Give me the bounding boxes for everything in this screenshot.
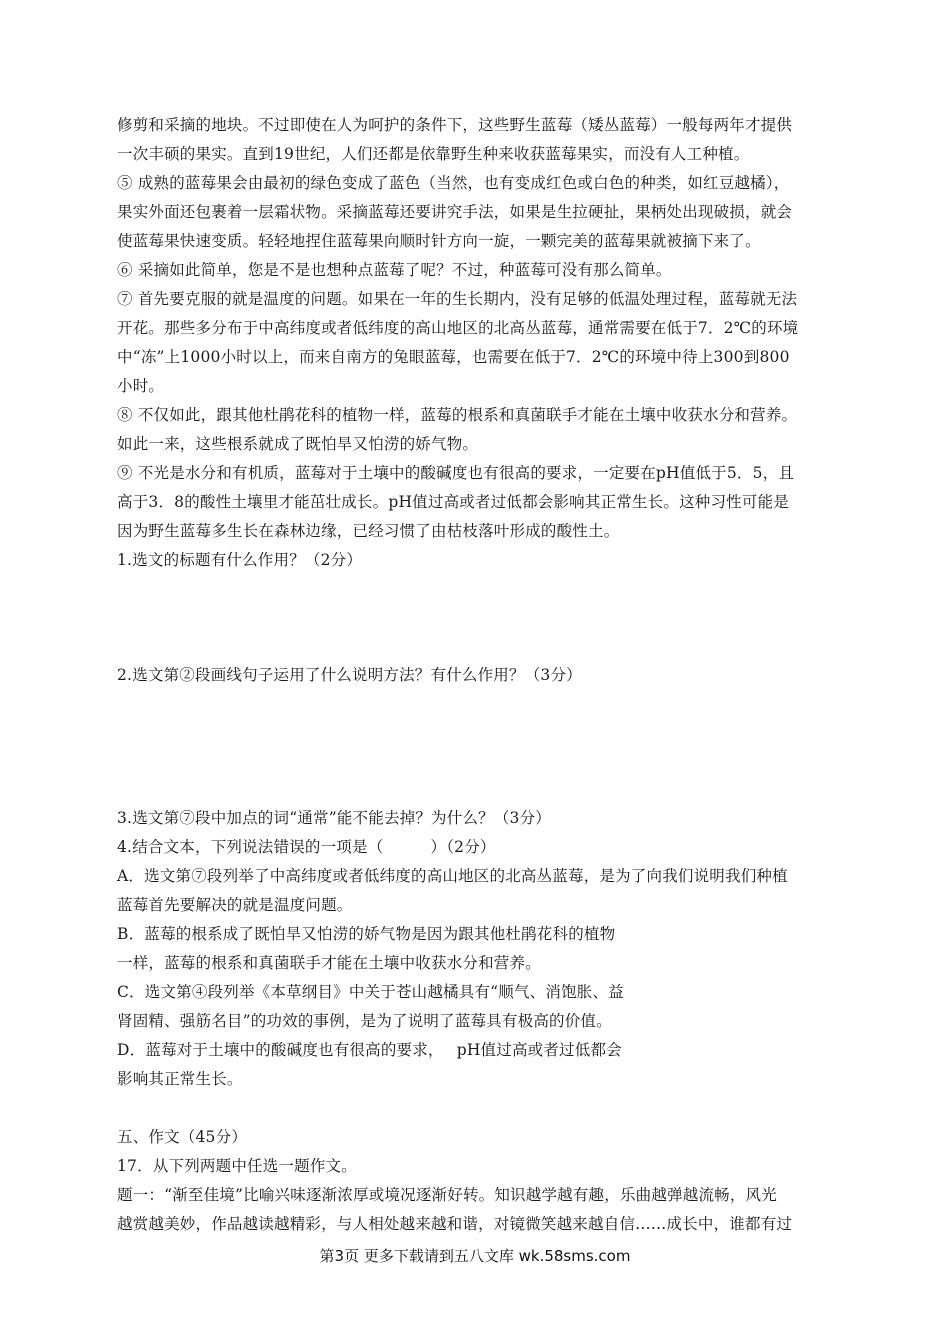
paragraph-6: ⑥ 采摘如此简单，您是不是也想种点蓝莓了呢？不过，种蓝莓可没有那么简单。 bbox=[117, 261, 672, 279]
question-1: 1.选文的标题有什么作用？（2分） bbox=[117, 551, 363, 569]
passage-line: 如此一来，这些根系就成了既怕旱又怕涝的娇气物。 bbox=[117, 435, 479, 453]
option-d-cont: 影响其正常生长。 bbox=[117, 1070, 243, 1088]
question-4: 4.结合文本，下列说法错误的一项是（ ）（2分） bbox=[117, 838, 496, 856]
option-b: B．蓝莓的根系成了既怕旱又怕涝的娇气物是因为跟其他杜鹃花科的植物 bbox=[117, 925, 616, 943]
section-title: 五、作文（45分） bbox=[117, 1128, 248, 1146]
paragraph-5: ⑤ 成熟的蓝莓果会由最初的绿色变成了蓝色（当然，也有变成红色或白色的种类，如红豆越橘）， bbox=[117, 174, 790, 192]
paragraph-9: ⑨ 不光是水分和有机质，蓝莓对于土壤中的酸碱度也有很高的要求，一定要在pH值低于5．5，且 bbox=[117, 464, 795, 482]
paragraph-7: ⑦ 首先要克服的就是温度的问题。如果在一年的生长期内，没有足够的低温处理过程，蓝莓就无法 bbox=[117, 290, 798, 308]
question-3: 3.选文第⑦段中加点的词“通常”能不能去掉？为什么？（3分） bbox=[117, 809, 552, 827]
passage-line: 一次丰硕的果实。直到19世纪，人们还都是依靠野生种来收获蓝莓果实，而没有人工种植。 bbox=[117, 145, 750, 163]
passage-line: 果实外面还包裹着一层霜状物。采摘蓝莓还要讲究手法，如果是生拉硬扯，果柄处出现破损，就会 bbox=[117, 203, 793, 221]
passage-line: 使蓝莓果快速变质。轻轻地捏住蓝莓果向顺时针方向一旋，一颗完美的蓝莓果就被摘下来了。 bbox=[117, 232, 761, 250]
passage-line: 因为野生蓝莓多生长在森林边缘，已经习惯了由枯枝落叶形成的酸性土。 bbox=[117, 522, 620, 540]
question-2: 2.选文第②段画线句子运用了什么说明方法？有什么作用？（3分） bbox=[117, 666, 582, 684]
option-c: C．选文第④段列举《本草纲目》中关于苍山越橘具有“顺气、消饱胀、益 bbox=[117, 983, 624, 1001]
paragraph-8: ⑧ 不仅如此，跟其他杜鹃花科的植物一样，蓝莓的根系和真菌联手才能在土壤中收获水分和营养。 bbox=[117, 406, 798, 424]
option-d: D．蓝莓对于土壤中的酸碱度也有很高的要求， pH值过高或者过低都会 bbox=[117, 1041, 622, 1059]
option-b-cont: 一样，蓝莓的根系和真菌联手才能在土壤中收获水分和营养。 bbox=[117, 954, 541, 972]
passage-line: 开花。那些多分布于中高纬度或者低纬度的高山地区的北高丛蓝莓，通常需要在低于7．2℃的环境 bbox=[117, 319, 799, 337]
passage-line: 高于3．8的酸性土壤里才能茁壮成长。pH值过高或者过低都会影响其正常生长。这种习性可能是 bbox=[117, 493, 789, 511]
page-footer: 第3页 更多下载请到五八文库 wk.58sms.com bbox=[319, 1247, 631, 1265]
passage-line: 小时。 bbox=[117, 377, 165, 395]
passage-line: 修剪和采摘的地块。不过即使在人为呵护的条件下，这些野生蓝莓（矮丛蓝莓）一般每两年才提供 bbox=[117, 116, 793, 134]
topic-1-cont: 越赏越美妙，作品越读越精彩，与人相处越来越和谐，对镜微笑越来越自信……成长中，谁都有过 bbox=[117, 1215, 793, 1233]
option-c-cont: 肾固精、强筋名目”的功效的事例，是为了说明了蓝莓具有极高的价值。 bbox=[117, 1012, 612, 1030]
topic-1: 题一：“渐至佳境”比喻兴味逐渐浓厚或境况逐渐好转。知识越学越有趣，乐曲越弹越流畅，风光 bbox=[117, 1186, 777, 1204]
option-a: A．选文第⑦段列举了中高纬度或者低纬度的高山地区的北高丛蓝莓，是为了向我们说明我们种植 bbox=[117, 867, 788, 885]
passage-line: 中“冻”上1000小时以上，而来自南方的兔眼蓝莓，也需要在低于7．2℃的环境中待上300到800 bbox=[117, 348, 790, 366]
option-a-cont: 蓝莓首先要解决的就是温度问题。 bbox=[117, 896, 353, 914]
question-17: 17．从下列两题中任选一题作文。 bbox=[117, 1157, 357, 1175]
